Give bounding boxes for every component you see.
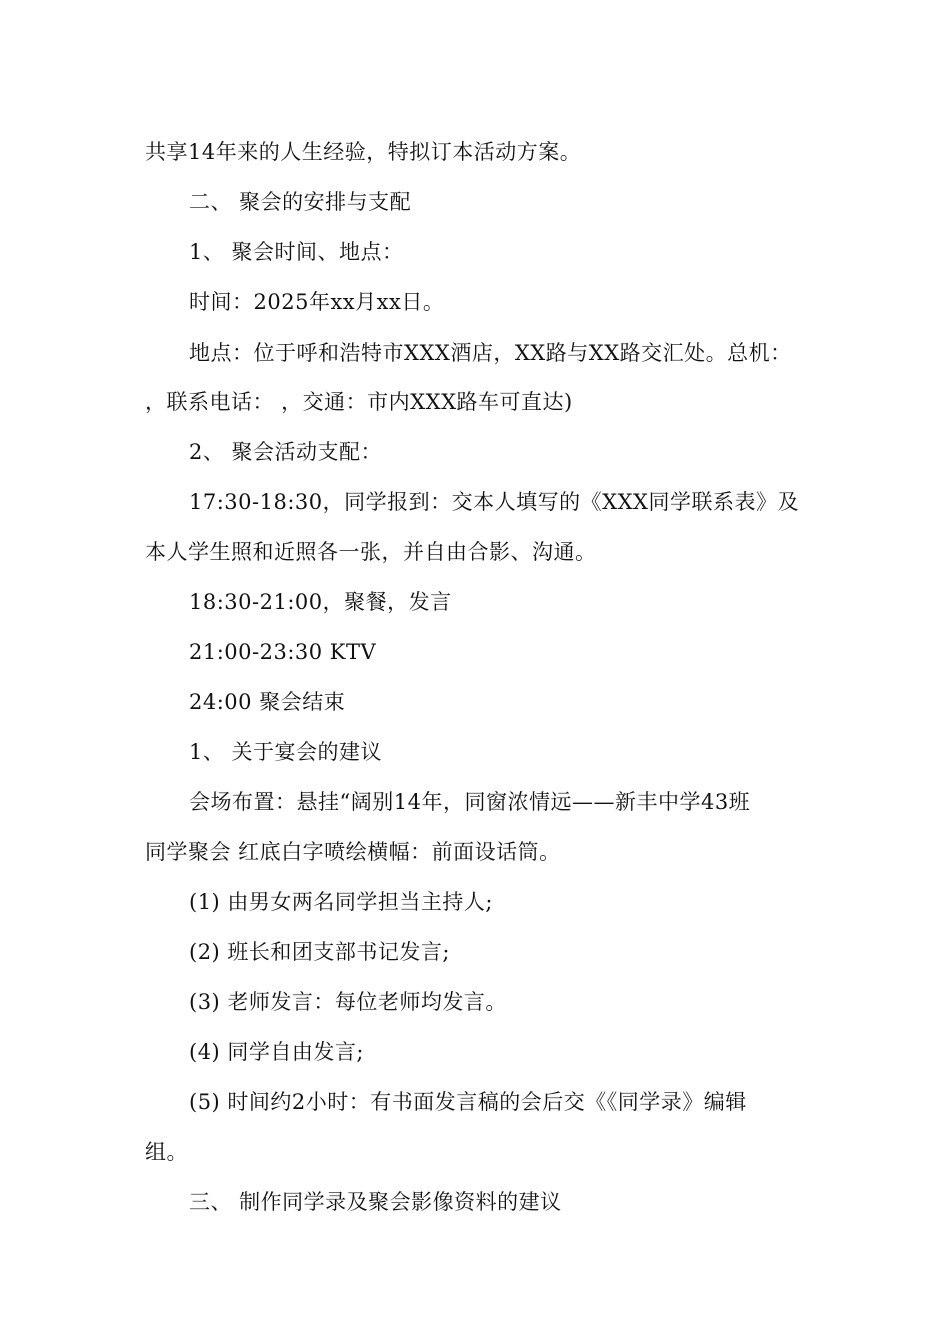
paragraph-venue: 会场布置：悬挂“阔别14年，同窗浓情远——新丰中学43班 — [189, 790, 751, 814]
schedule-end: 24:00 聚会结束 — [189, 690, 346, 714]
section-heading-2: 二、 聚会的安排与支配 — [189, 190, 412, 214]
paragraph-place: 地点：位于呼和浩特市XXX酒店，XX路与XX路交汇处。总机： — [189, 341, 792, 365]
paragraph-line-1: 共享14年来的人生经验，特拟订本活动方案。 — [145, 140, 582, 164]
subheading-banquet: 1、 关于宴会的建议 — [189, 740, 383, 764]
list-item-4: (4) 同学自由发言; — [189, 1040, 364, 1064]
list-item-5-continued: 组。 — [145, 1140, 188, 1164]
schedule-dinner: 18:30-21:00，聚餐，发言 — [189, 590, 452, 614]
subheading-activities: 2、 聚会活动支配： — [189, 440, 383, 464]
paragraph-venue-continued: 同学聚会 红底白字喷绘横幅：前面设话筒。 — [145, 840, 561, 864]
section-heading-3: 三、 制作同学录及聚会影像资料的建议 — [189, 1190, 562, 1214]
schedule-registration-continued: 本人学生照和近照各一张，并自由合影、沟通。 — [145, 540, 597, 564]
subheading-time-place: 1、 聚会时间、地点： — [189, 240, 404, 264]
list-item-5: (5) 时间约2小时：有书面发言稿的会后交《《同学录》编辑 — [189, 1090, 747, 1114]
paragraph-time: 时间：2025年xx月xx日。 — [189, 290, 445, 314]
paragraph-place-continued: ，联系电话： ，交通：市内XXX路车可直达) — [145, 390, 573, 414]
schedule-ktv: 21:00-23:30 KTV — [189, 640, 377, 664]
schedule-registration: 17:30-18:30，同学报到：交本人填写的《XXX同学联系表》及 — [189, 490, 799, 514]
list-item-2: (2) 班长和团支部书记发言; — [189, 940, 450, 964]
list-item-1: (1) 由男女两名同学担当主持人; — [189, 890, 493, 914]
list-item-3: (3) 老师发言：每位老师均发言。 — [189, 990, 507, 1014]
